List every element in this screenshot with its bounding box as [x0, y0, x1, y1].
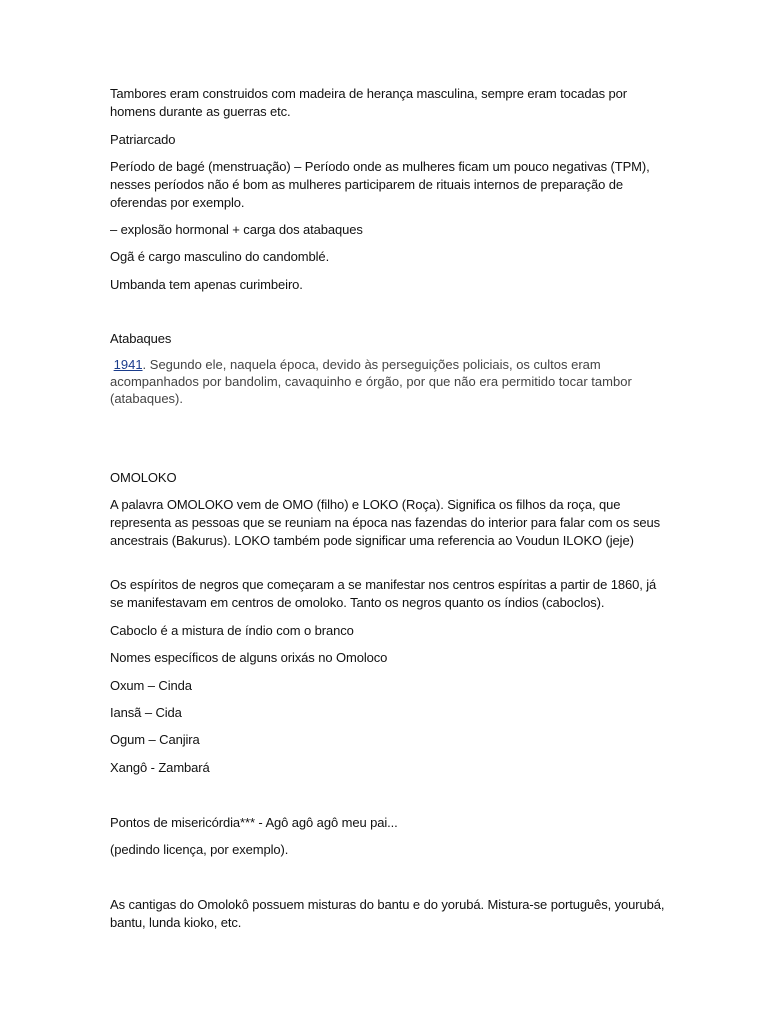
paragraph-periodo-bage: Período de bagé (menstruação) – Período onde as mulheres ficam um pouco negativas (TPM), nesses períodos não é bom as mulheres participarem de rituais internos de preparação de oferendas por exemplo.	[110, 159, 650, 210]
orixa-iansa: Iansã – Cida	[110, 705, 182, 720]
paragraph-espiritos: Os espíritos de negros que começaram a se manifestar nos centros espíritas a partir de 1860, já se manifestavam em centros de omoloko. Tanto os negros quanto os índios (caboclos).	[110, 577, 657, 610]
paragraph-explosao: – explosão hormonal + carga dos atabaques	[110, 222, 363, 237]
orixa-xango: Xangô - Zambará	[110, 760, 210, 775]
paragraph-oga: Ogã é cargo masculino do candomblé.	[110, 249, 330, 264]
year-1941-link[interactable]: 1941	[113, 357, 143, 372]
paragraph-palavra-omoloko: A palavra OMOLOKO vem de OMO (filho) e LOKO (Roça). Significa os filhos da roça, que representa as pessoas que se reuniam na época nas fazendas do interior para falar com os seus ancestrais (Bakurus). LOKO também pode significar uma referencia ao Voudun ILOKO (jeje)	[110, 497, 661, 548]
paragraph-umbanda: Umbanda tem apenas curimbeiro.	[110, 277, 303, 292]
pasted-web-paragraph	[110, 356, 670, 407]
orixa-ogum: Ogum – Canjira	[110, 732, 200, 747]
heading-atabaques: Atabaques	[110, 331, 172, 346]
pasted-web-text: . Segundo ele, naquela época, devido às perseguições policiais, os cultos eram acompanhados por bandolim, cavaquinho e órgão, por que não era permitido tocar tambor (atabaques).	[110, 357, 632, 406]
paragraph-pontos: Pontos de misericórdia*** - Agô agô agô meu pai...	[110, 815, 398, 830]
orixa-oxum: Oxum – Cinda	[110, 678, 192, 693]
paragraph-patriarcado: Patriarcado	[110, 132, 176, 147]
paragraph-caboclo: Caboclo é a mistura de índio com o branco	[110, 623, 354, 638]
paragraph-nomes-orixas: Nomes específicos de alguns orixás no Omoloco	[110, 650, 388, 665]
paragraph-pedindo-licenca: (pedindo licença, por exemplo).	[110, 842, 289, 857]
paragraph-cantigas: As cantigas do Omolokô possuem misturas do bantu e do yorubá. Mistura-se português, yourubá, bantu, lunda kioko, etc.	[110, 897, 665, 930]
heading-omoloko: OMOLOKO	[110, 470, 177, 485]
paragraph-tambores: Tambores eram construidos com madeira de herança masculina, sempre eram tocadas por homens durante as guerras etc.	[110, 86, 627, 119]
